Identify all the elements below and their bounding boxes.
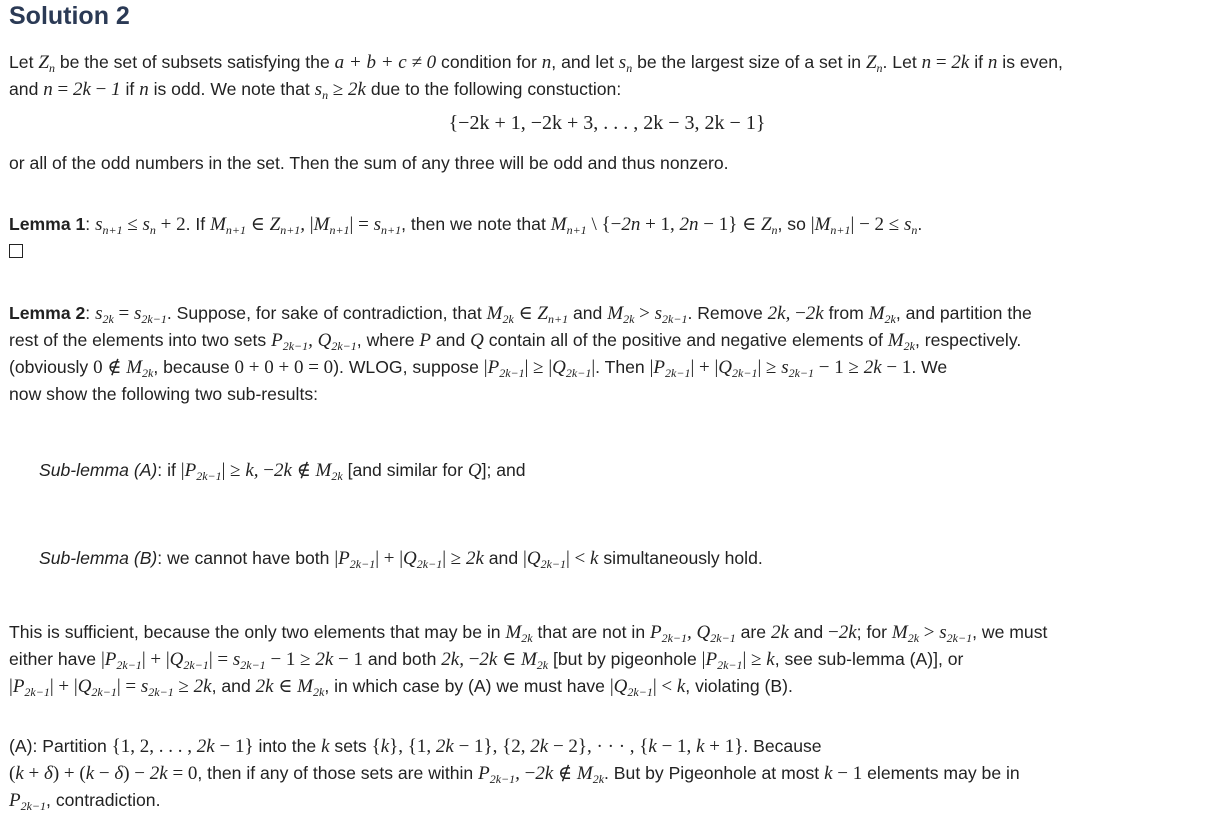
sufficiency-paragraph: This is sufficient, because the only two elements that may be in $M_{2k}$ that are not in $P_{2k-1}$, $Q_{2k-1}$ are 2k and −2k; for $M_{2k} > s_{2k-1}$, we must either have $|P_{2k-1}| + |Q_{2k-1}| = s_{2k-1} - 1 \ge 2k - 1$ and both 2k, −2k ∈ $M_{2k}$ [but by pigeonhole $|P_{2k-1}| \ge k$, see sub-lemma (A)], or $|P_{2k-1}| + |Q_{2k-1}| = s_{2k-1} \ge 2k$, and 2k ∈ $M_{2k}$, in which case by (A) we must have $|Q_{2k-1}| < k$, violating (B). [9,622,1048,699]
lemma-2: Lemma 2: $s_{2k} = s_{2k-1}$. Suppose, for sake of contradiction, that $M_{2k}$ ∈ $Z_{n+1}$ and $M_{2k} > s_{2k-1}$. Remove 2k, −2k from $M_{2k}$, and partition the rest of the elements into two sets $P_{2k-1}$, $Q_{2k-1}$, where P and Q contain all of the positive and negative elements of $M_{2k}$, respectively. (obviously 0 ∉ $M_{2k}$, because 0 + 0 + 0 = 0). WLOG, suppose $|P_{2k-1}| \ge |Q_{2k-1}|$. Then $|P_{2k-1}| + |Q_{2k-1}| \ge s_{2k-1} - 1 \ge 2k - 1$. We now show the following two sub-results: [9,303,1032,404]
sub-lemma-a: Sub-lemma (A): if $|P_{2k-1}| \ge k$, −2k ∉ $M_{2k}$ [and similar for Q]; and [39,460,526,483]
sub-lemma-b: Sub-lemma (B): we cannot have both $|P_{2k-1}| + |Q_{2k-1}| \ge 2k$ and $|Q_{2k-1}| < k$ simultaneously hold. [39,548,763,571]
intro-paragraph: Let $Z_n$ be the set of subsets satisfying the a + b + c ≠ 0 condition for n, and let $s_n$ be the largest size of a set in $Z_n$. Let n = 2k if n is even, and n = 2k − 1 if n is odd. We note that $s_n \ge 2k$ due to the following constuction: [9,52,1063,102]
page-title: Solution 2 [9,2,130,30]
lemma-1: Lemma 1: $s_{n+1} \le s_n + 2$. If $M_{n+1}$ ∈ $Z_{n+1}$, $|M_{n+1}| = s_{n+1}$, then we note that $M_{n+1}$ \ {−2n + 1, 2n − 1} ∈ $Z_n$, so $|M_{n+1}| - 2 \le s_n$. [9,211,1205,264]
proof-a-paragraph: (A): Partition {1, 2, . . . , 2k − 1} into the k sets {k}, {1, 2k − 1}, {2, 2k − 2}, · · · , {k − 1, k + 1}. Because (k + δ) + (k − δ) − 2k = 0, then if any of those sets are within $P_{2k-1}$, −2k ∉ $M_{2k}$. But by Pigeonhole at most k − 1 elements may be in $P_{2k-1}$, contradiction. [9,736,1020,813]
qed-square-icon [9,244,23,258]
construction-set: {−2k + 1, −2k + 3, . . . , 2k − 3, 2k − 1} [448,112,766,134]
odd-sum-paragraph: or all of the odd numbers in the set. Then the sum of any three will be odd and thus nonzero. [9,153,729,173]
